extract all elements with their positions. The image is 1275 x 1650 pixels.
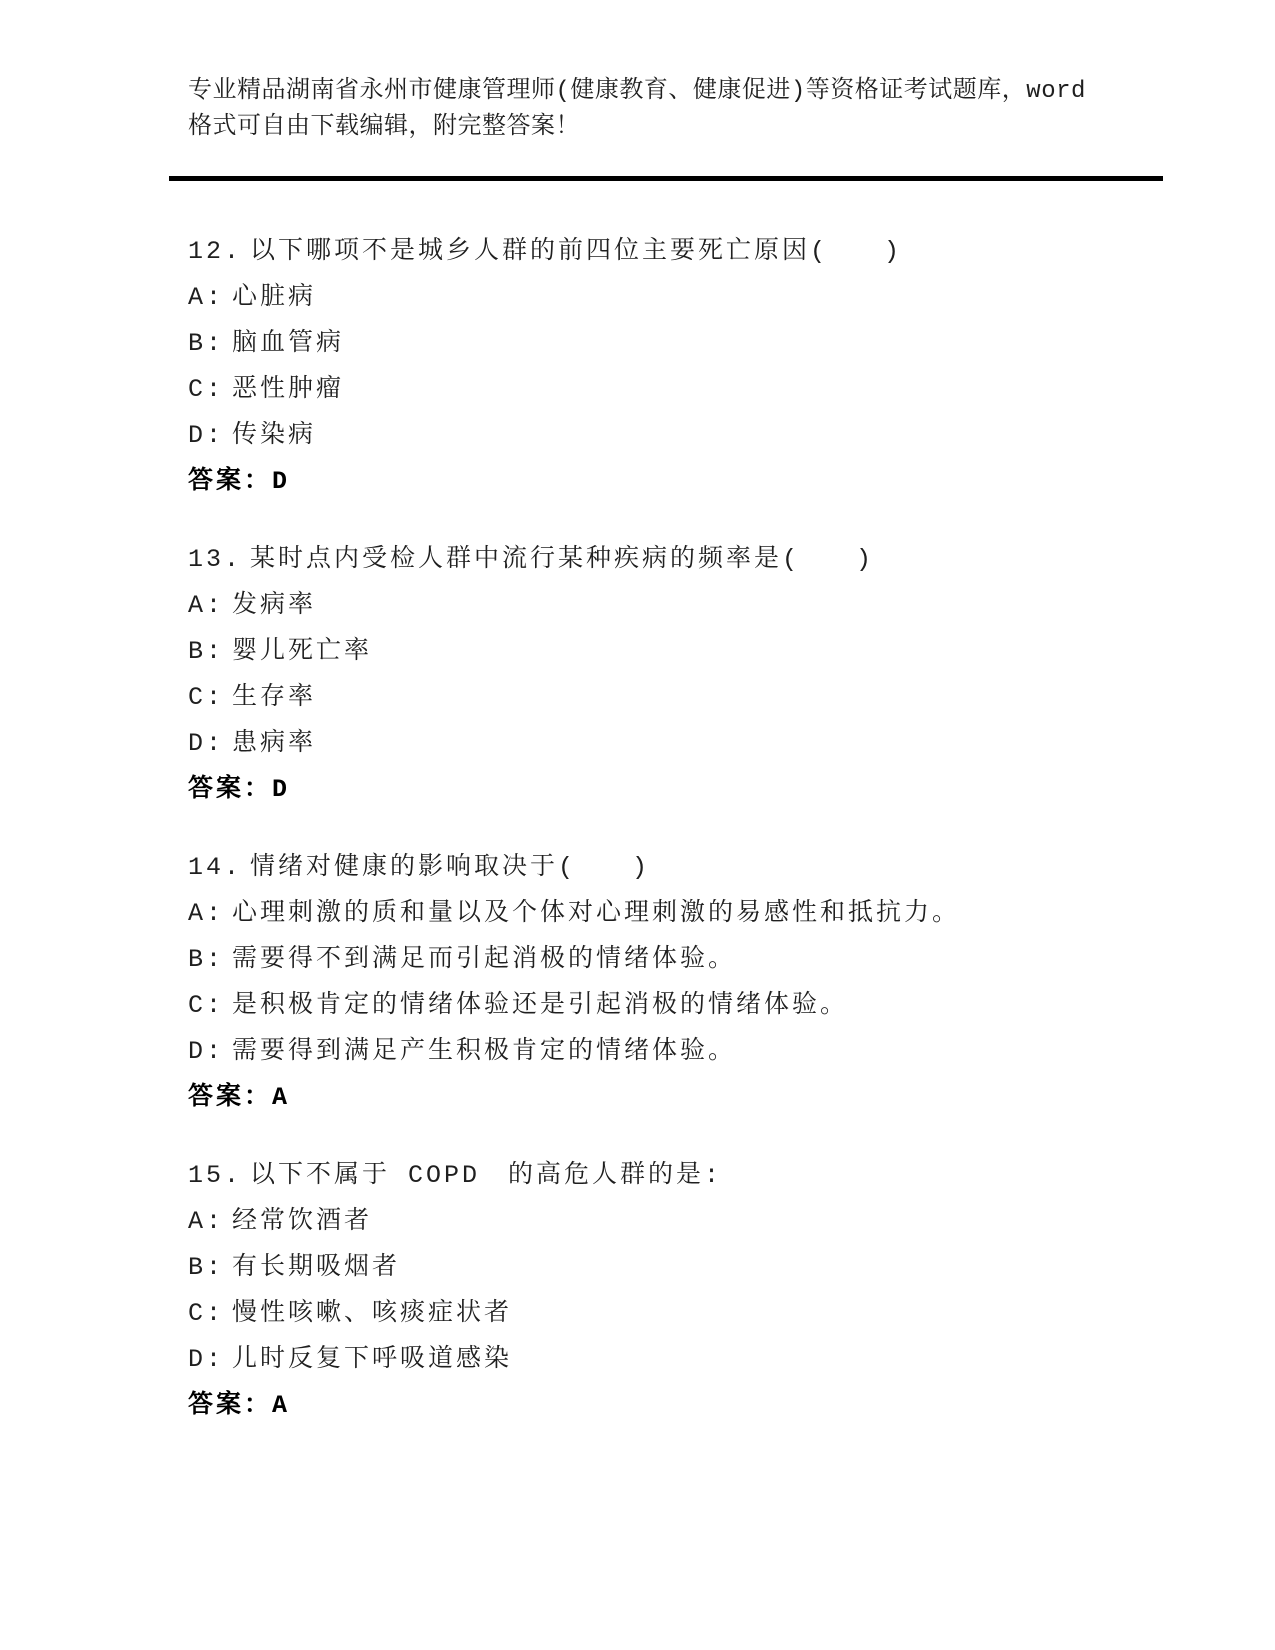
answer-label: 答案： bbox=[188, 1083, 273, 1112]
option-label: A: bbox=[188, 899, 225, 928]
question-number: 15. bbox=[188, 1161, 243, 1190]
answer-row bbox=[188, 1391, 1215, 1421]
option-row-d bbox=[188, 729, 1215, 759]
option-row-d bbox=[188, 1037, 1215, 1067]
option-label: B: bbox=[188, 945, 225, 974]
question-text: 以下不属于 COPD 的高危人群的是: bbox=[250, 1161, 723, 1190]
option-row-d bbox=[188, 1345, 1215, 1375]
question-title bbox=[188, 545, 1215, 575]
questions-section bbox=[0, 181, 1275, 1421]
question-block-12 bbox=[188, 237, 1215, 497]
option-label: A: bbox=[188, 283, 225, 312]
option-row-b bbox=[188, 329, 1215, 359]
option-label: D: bbox=[188, 421, 225, 450]
option-text: 需要得不到满足而引起消极的情绪体验。 bbox=[232, 945, 737, 974]
option-text: 患病率 bbox=[232, 729, 317, 758]
option-text: 是积极肯定的情绪体验还是引起消极的情绪体验。 bbox=[232, 991, 849, 1020]
option-label: C: bbox=[188, 1299, 225, 1328]
answer-label: 答案： bbox=[188, 775, 273, 804]
question-title bbox=[188, 237, 1215, 267]
option-text: 恶性肿瘤 bbox=[232, 375, 345, 404]
question-number: 12. bbox=[188, 237, 243, 266]
option-label: C: bbox=[188, 375, 225, 404]
option-text: 心理刺激的质和量以及个体对心理刺激的易感性和抵抗力。 bbox=[232, 899, 961, 928]
option-row-b bbox=[188, 1253, 1215, 1283]
answer-row bbox=[188, 775, 1215, 805]
question-block-13 bbox=[188, 545, 1215, 805]
question-number: 14. bbox=[188, 853, 243, 882]
option-label: B: bbox=[188, 1253, 225, 1282]
option-row-a bbox=[188, 899, 1215, 929]
header-line-2: 格式可自由下载编辑，附完整答案！ bbox=[188, 114, 580, 141]
header-text bbox=[169, 0, 1163, 146]
option-row-a bbox=[188, 283, 1215, 313]
option-text: 需要得到满足产生积极肯定的情绪体验。 bbox=[232, 1037, 737, 1066]
option-text: 婴儿死亡率 bbox=[232, 637, 373, 666]
answer-label: 答案： bbox=[188, 467, 273, 496]
option-row-c bbox=[188, 991, 1215, 1021]
question-title bbox=[188, 853, 1215, 883]
option-label: C: bbox=[188, 991, 225, 1020]
option-label: D: bbox=[188, 1345, 225, 1374]
option-text: 有长期吸烟者 bbox=[232, 1253, 401, 1282]
question-text: 以下哪项不是城乡人群的前四位主要死亡原因( ) bbox=[250, 237, 903, 266]
option-text: 脑血管病 bbox=[232, 329, 345, 358]
answer-value: A bbox=[272, 1083, 291, 1112]
question-text: 情绪对健康的影响取决于( ) bbox=[250, 853, 651, 882]
question-block-15 bbox=[188, 1161, 1215, 1421]
option-row-d bbox=[188, 421, 1215, 451]
answer-value: D bbox=[272, 775, 291, 804]
question-title bbox=[188, 1161, 1215, 1191]
option-text: 生存率 bbox=[232, 683, 317, 712]
option-text: 心脏病 bbox=[232, 283, 317, 312]
answer-value: A bbox=[272, 1391, 291, 1420]
answer-row bbox=[188, 1083, 1215, 1113]
option-row-b bbox=[188, 945, 1215, 975]
option-text: 传染病 bbox=[232, 421, 317, 450]
option-label: B: bbox=[188, 637, 225, 666]
question-block-14 bbox=[188, 853, 1215, 1113]
option-row-a bbox=[188, 1207, 1215, 1237]
option-row-c bbox=[188, 683, 1215, 713]
header-line-1: 专业精品湖南省永州市健康管理师(健康教育、健康促进)等资格证考试题库，word bbox=[188, 78, 1086, 105]
option-label: A: bbox=[188, 591, 225, 620]
answer-label: 答案： bbox=[188, 1391, 273, 1420]
option-label: C: bbox=[188, 683, 225, 712]
option-row-c bbox=[188, 1299, 1215, 1329]
option-text: 慢性咳嗽、咳痰症状者 bbox=[232, 1299, 513, 1328]
option-label: A: bbox=[188, 1207, 225, 1236]
option-row-c bbox=[188, 375, 1215, 405]
answer-value: D bbox=[272, 467, 291, 496]
option-row-a bbox=[188, 591, 1215, 621]
question-number: 13. bbox=[188, 545, 243, 574]
option-label: D: bbox=[188, 729, 225, 758]
page-header bbox=[169, 0, 1163, 181]
option-text: 儿时反复下呼吸道感染 bbox=[232, 1345, 513, 1374]
question-text: 某时点内受检人群中流行某种疾病的频率是( ) bbox=[250, 545, 875, 574]
option-label: B: bbox=[188, 329, 225, 358]
option-row-b bbox=[188, 637, 1215, 667]
answer-row bbox=[188, 467, 1215, 497]
option-label: D: bbox=[188, 1037, 225, 1066]
option-text: 经常饮酒者 bbox=[232, 1207, 373, 1236]
option-text: 发病率 bbox=[232, 591, 317, 620]
